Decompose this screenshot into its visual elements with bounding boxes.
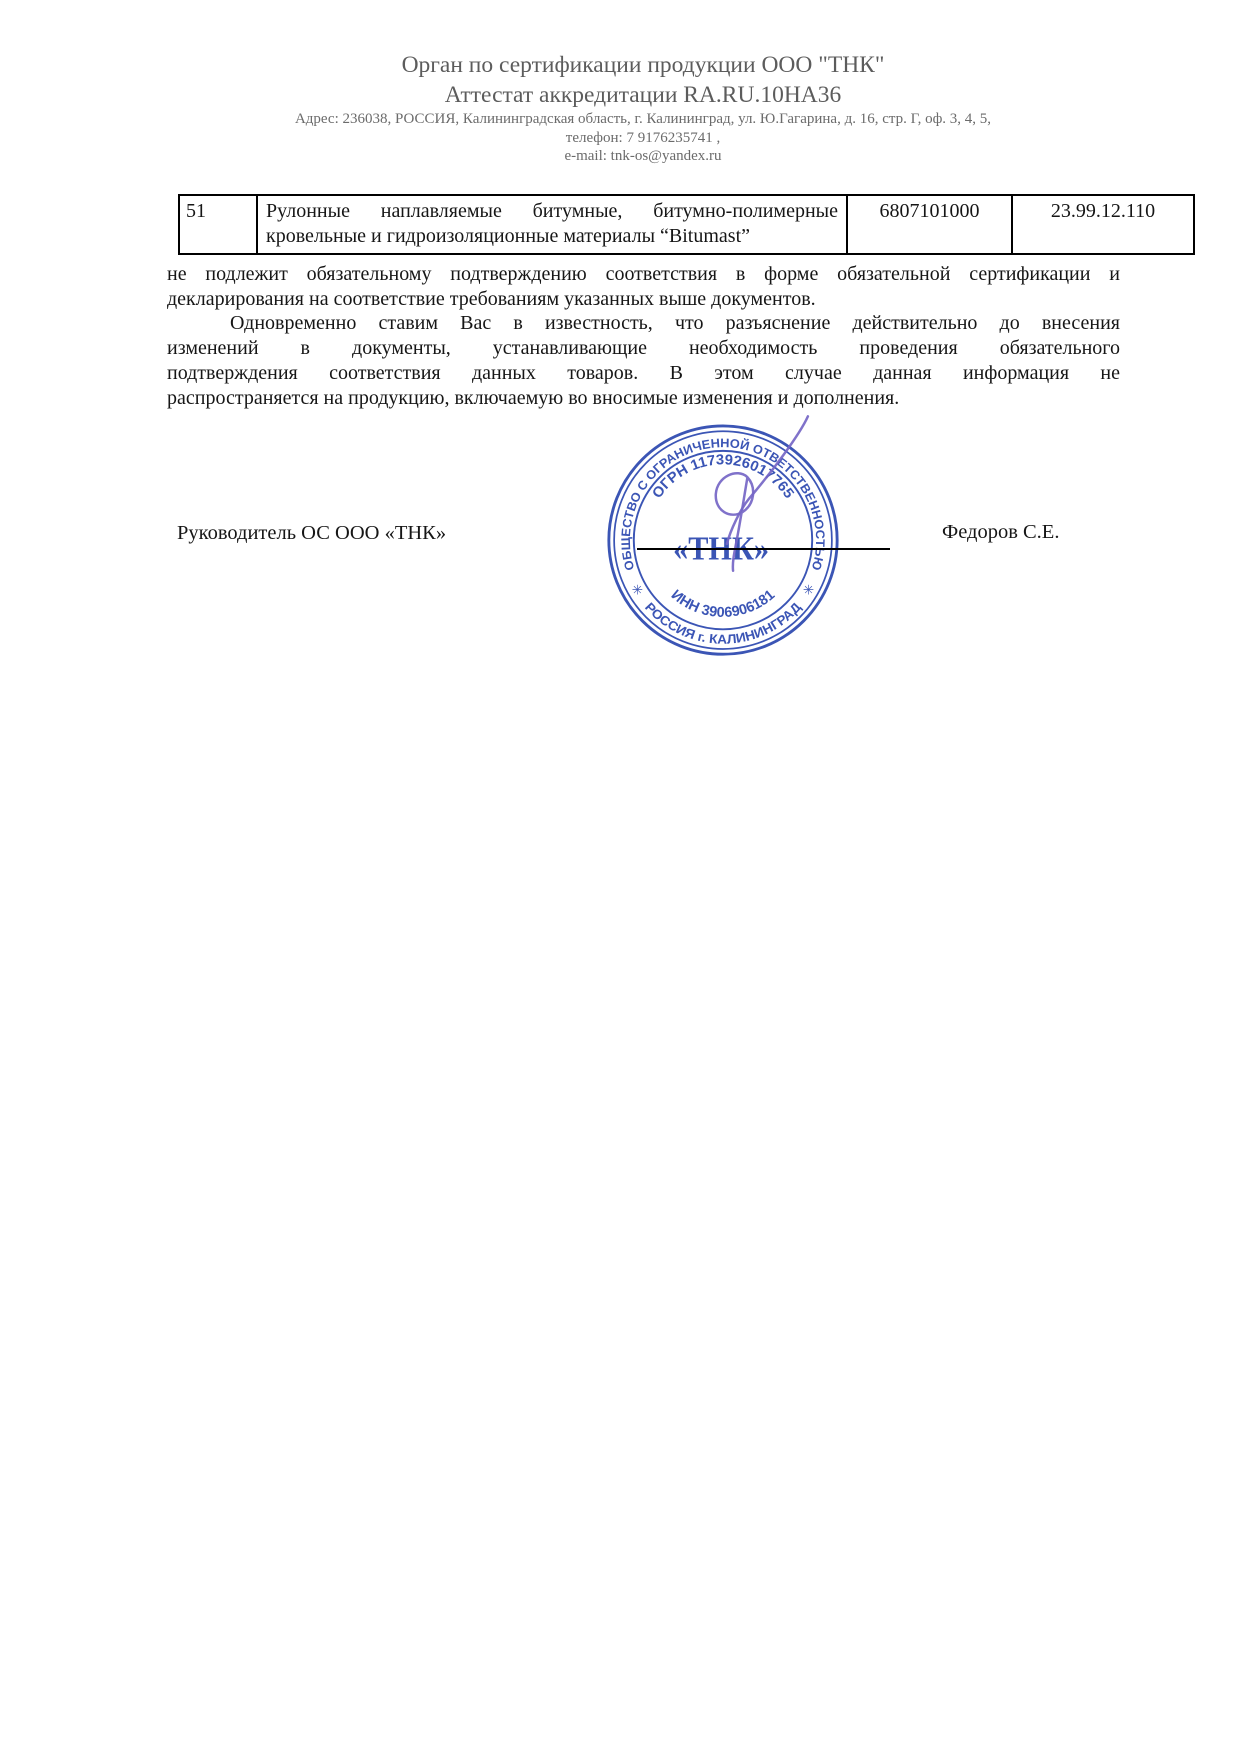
letterhead: [165, 50, 1121, 166]
body-line: изменений в документы, устанавливающие необходимость проведения обязательного: [167, 337, 1120, 360]
body-line: декларирования на соответствие требованиям указанных выше документов.: [167, 287, 816, 310]
products-table: [178, 194, 1195, 255]
product-description-cell: [257, 195, 847, 254]
stamp-outer-ring-text: ОБЩЕСТВО С ОГРАНИЧЕННОЙ ОТВЕТСТВЕННОСТЬЮ: [618, 436, 828, 572]
table-row: [179, 195, 1194, 254]
company-stamp-seal: [603, 401, 843, 660]
signature-line: [637, 548, 890, 550]
signature-position-title: Руководитель ОС ООО «ТНК»: [177, 522, 447, 544]
email-line: e-mail: tnk-os@yandex.ru: [564, 148, 722, 164]
stamp-ogrn-text: ОГРН 1173926017765: [649, 452, 797, 502]
body-line: подтверждения соответствия данных товаров. В этом случае данная информация не: [167, 361, 1120, 384]
signer-name: Федоров С.Е.: [942, 521, 1060, 543]
accreditation-title: Аттестат аккредитации RA.RU.10HA36: [444, 82, 842, 108]
address-line: Адрес: 236038, РОССИЯ, Калининградская область, г. Калининград, ул. Ю.Гагарина, д. 16, стр. Г, оф. 3, 4, 5,: [294, 111, 992, 127]
okpd2-code-cell: 23.99.12.110: [1012, 195, 1194, 254]
body-line: Одновременно ставим Вас в известность, что разъяснение действительно до внесения: [230, 312, 1120, 335]
product-description-line: Рулонные наплавляемые битумные, битумно-полимерные: [266, 200, 838, 222]
stamp-inn-text: ИНН 3906906181: [667, 587, 779, 621]
org-name-title: Орган по сертификации продукции ООО "ТНК": [401, 52, 885, 78]
body-text: [167, 262, 1120, 410]
product-description-line: кровельные и гидроизоляционные материалы “Bitumast”: [266, 224, 751, 247]
stamp-center-text: «ТНК»: [673, 530, 770, 568]
star-icon: ✳: [802, 582, 815, 598]
stamp-bottom-ring-text: РОССИЯ г. КАЛИНИНГРАД: [642, 599, 804, 647]
body-line: распространяется на продукцию, включаемую во вносимые изменения и дополнения.: [167, 386, 900, 409]
body-line: не подлежит обязательному подтверждению соответствия в форме обязательной сертификации и: [167, 263, 1120, 285]
star-icon: ✳: [631, 582, 644, 598]
phone-line: телефон: 7 9176235741 ,: [565, 129, 721, 146]
tnved-code-cell: 6807101000: [847, 195, 1012, 254]
row-number-cell: 51: [179, 195, 257, 254]
